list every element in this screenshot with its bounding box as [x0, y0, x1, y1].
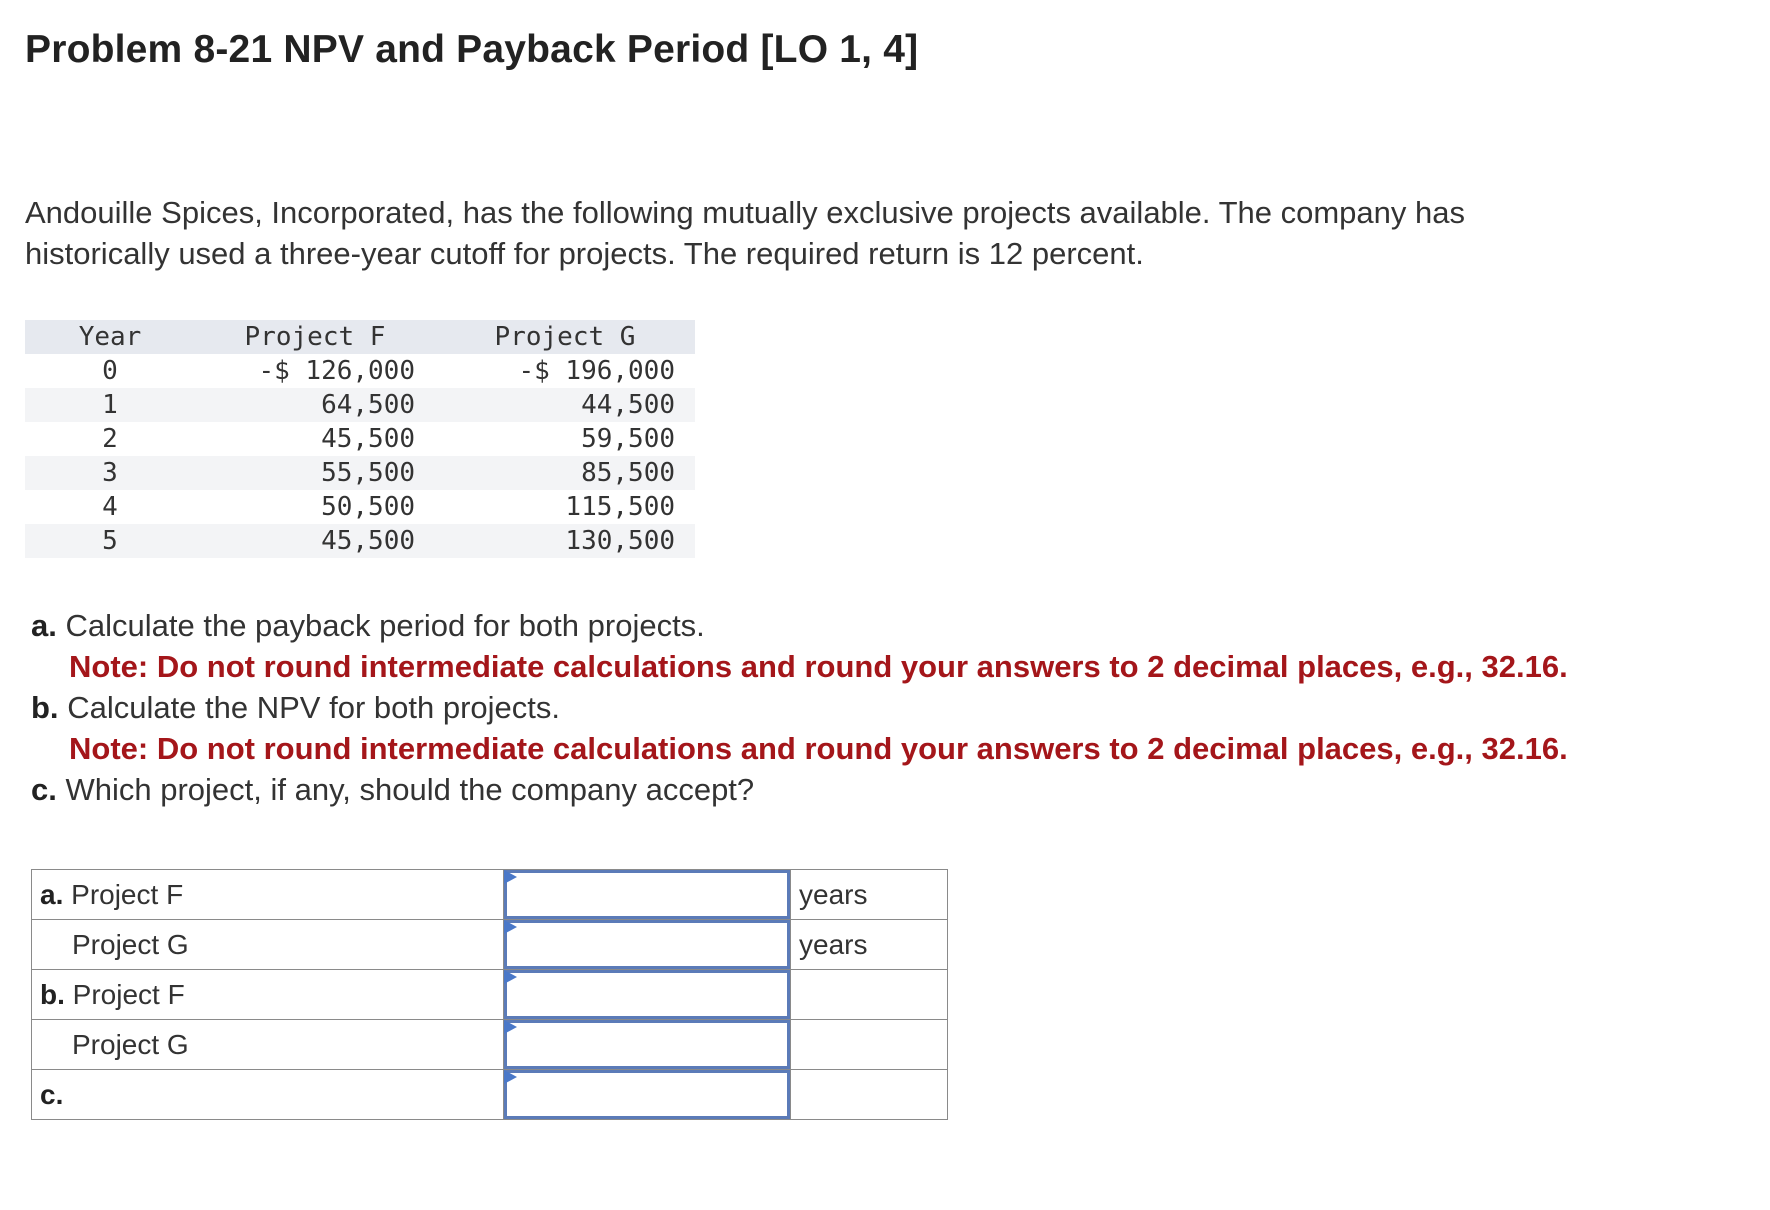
table-row: [25, 388, 695, 422]
cell-project-g: 85,500: [435, 456, 695, 490]
answer-row-a-project-g: [32, 920, 948, 970]
answer-table: [31, 869, 948, 1120]
cash-flow-header-row: [25, 320, 695, 354]
answer-label: [32, 920, 504, 970]
cell-project-f: 64,500: [195, 388, 435, 422]
cell-year: 2: [102, 424, 118, 454]
table-row: [25, 354, 695, 388]
answer-label-text: Project G: [72, 928, 189, 960]
intro-line-2: historically used a three-year cutoff for projects. The required return is 12 percent.: [25, 236, 1144, 271]
answer-input-cell: [504, 920, 791, 970]
answer-unit: [791, 1020, 948, 1070]
input-marker-icon: [504, 970, 517, 984]
answer-unit: [791, 970, 948, 1020]
cash-flow-table: [25, 320, 695, 558]
answer-letter: b.: [40, 978, 65, 1010]
intro-line-1: Andouille Spices, Incorporated, has the following mutually exclusive projects available. The company has: [25, 195, 1466, 230]
question-b: [31, 687, 1568, 728]
question-b-note: Note: Do not round intermediate calculations and round your answers to 2 decimal places, e.g., 32.16.: [69, 731, 1568, 766]
question-c-letter: c.: [31, 772, 57, 807]
table-row: [25, 524, 695, 558]
cell-project-f: -$ 126,000: [258, 356, 415, 386]
cell-year: 0: [102, 356, 118, 386]
cell-year: 3: [25, 456, 195, 490]
answer-label: [32, 870, 504, 920]
answer-unit: [791, 1070, 948, 1120]
payback-g-input[interactable]: [504, 920, 790, 969]
answer-row-a-project-f: [32, 870, 948, 920]
cell-project-g: 115,500: [565, 492, 675, 522]
question-b-letter: b.: [31, 690, 59, 725]
cell-project-g: 44,500: [435, 388, 695, 422]
question-a-note: Note: Do not round intermediate calculations and round your answers to 2 decimal places, e.g., 32.16.: [69, 649, 1568, 684]
cell-project-f: 45,500: [321, 424, 415, 454]
cell-project-f: 50,500: [321, 492, 415, 522]
answer-label-text: Project F: [71, 878, 184, 910]
page-title: Problem 8-21 NPV and Payback Period [LO 1, 4]: [25, 28, 919, 71]
answer-input-cell: [504, 970, 791, 1020]
table-row: [25, 422, 695, 456]
answer-row-c: [32, 1070, 948, 1120]
table-row: [25, 490, 695, 524]
header-year: Year: [25, 320, 195, 354]
question-a-letter: a.: [31, 608, 57, 643]
answer-input-cell: [504, 1070, 791, 1120]
cell-year: 5: [25, 524, 195, 558]
answer-label-text: Project G: [72, 1028, 189, 1060]
cell-project-f: 45,500: [195, 524, 435, 558]
answer-label-text: Project F: [72, 978, 185, 1010]
npv-f-input[interactable]: [504, 970, 790, 1019]
problem-intro: [25, 192, 1725, 274]
answer-label: [32, 970, 504, 1020]
npv-g-input[interactable]: [504, 1020, 790, 1069]
input-marker-icon: [504, 920, 517, 934]
cell-year: 4: [102, 492, 118, 522]
answer-letter: c.: [40, 1078, 64, 1110]
question-a: [31, 605, 1568, 646]
answer-input-cell: [504, 1020, 791, 1070]
answer-input-cell: [504, 870, 791, 920]
question-a-text: Calculate the payback period for both projects.: [65, 608, 705, 643]
answer-unit: years: [791, 920, 948, 970]
answer-unit: years: [791, 870, 948, 920]
cell-project-g: -$ 196,000: [518, 356, 675, 386]
question-c: [31, 769, 1568, 810]
accept-project-select[interactable]: [504, 1070, 790, 1119]
cell-project-g: 59,500: [581, 424, 675, 454]
header-project-g: Project G: [435, 320, 695, 354]
input-marker-icon: [504, 1020, 517, 1034]
cell-project-f: 55,500: [195, 456, 435, 490]
payback-f-input[interactable]: [504, 870, 790, 919]
answer-row-b-project-f: [32, 970, 948, 1020]
header-project-f: Project F: [195, 320, 435, 354]
question-b-text: Calculate the NPV for both projects.: [67, 690, 560, 725]
input-marker-icon: [504, 870, 517, 884]
table-row: [25, 456, 695, 490]
answer-label: [32, 1070, 504, 1120]
answer-letter: a.: [40, 878, 64, 910]
answer-label: [32, 1020, 504, 1070]
question-c-text: Which project, if any, should the company accept?: [65, 772, 755, 807]
input-marker-icon: [504, 1070, 517, 1084]
cell-year: 1: [25, 388, 195, 422]
cell-project-g: 130,500: [435, 524, 695, 558]
question-list: [31, 605, 1568, 810]
answer-row-b-project-g: [32, 1020, 948, 1070]
